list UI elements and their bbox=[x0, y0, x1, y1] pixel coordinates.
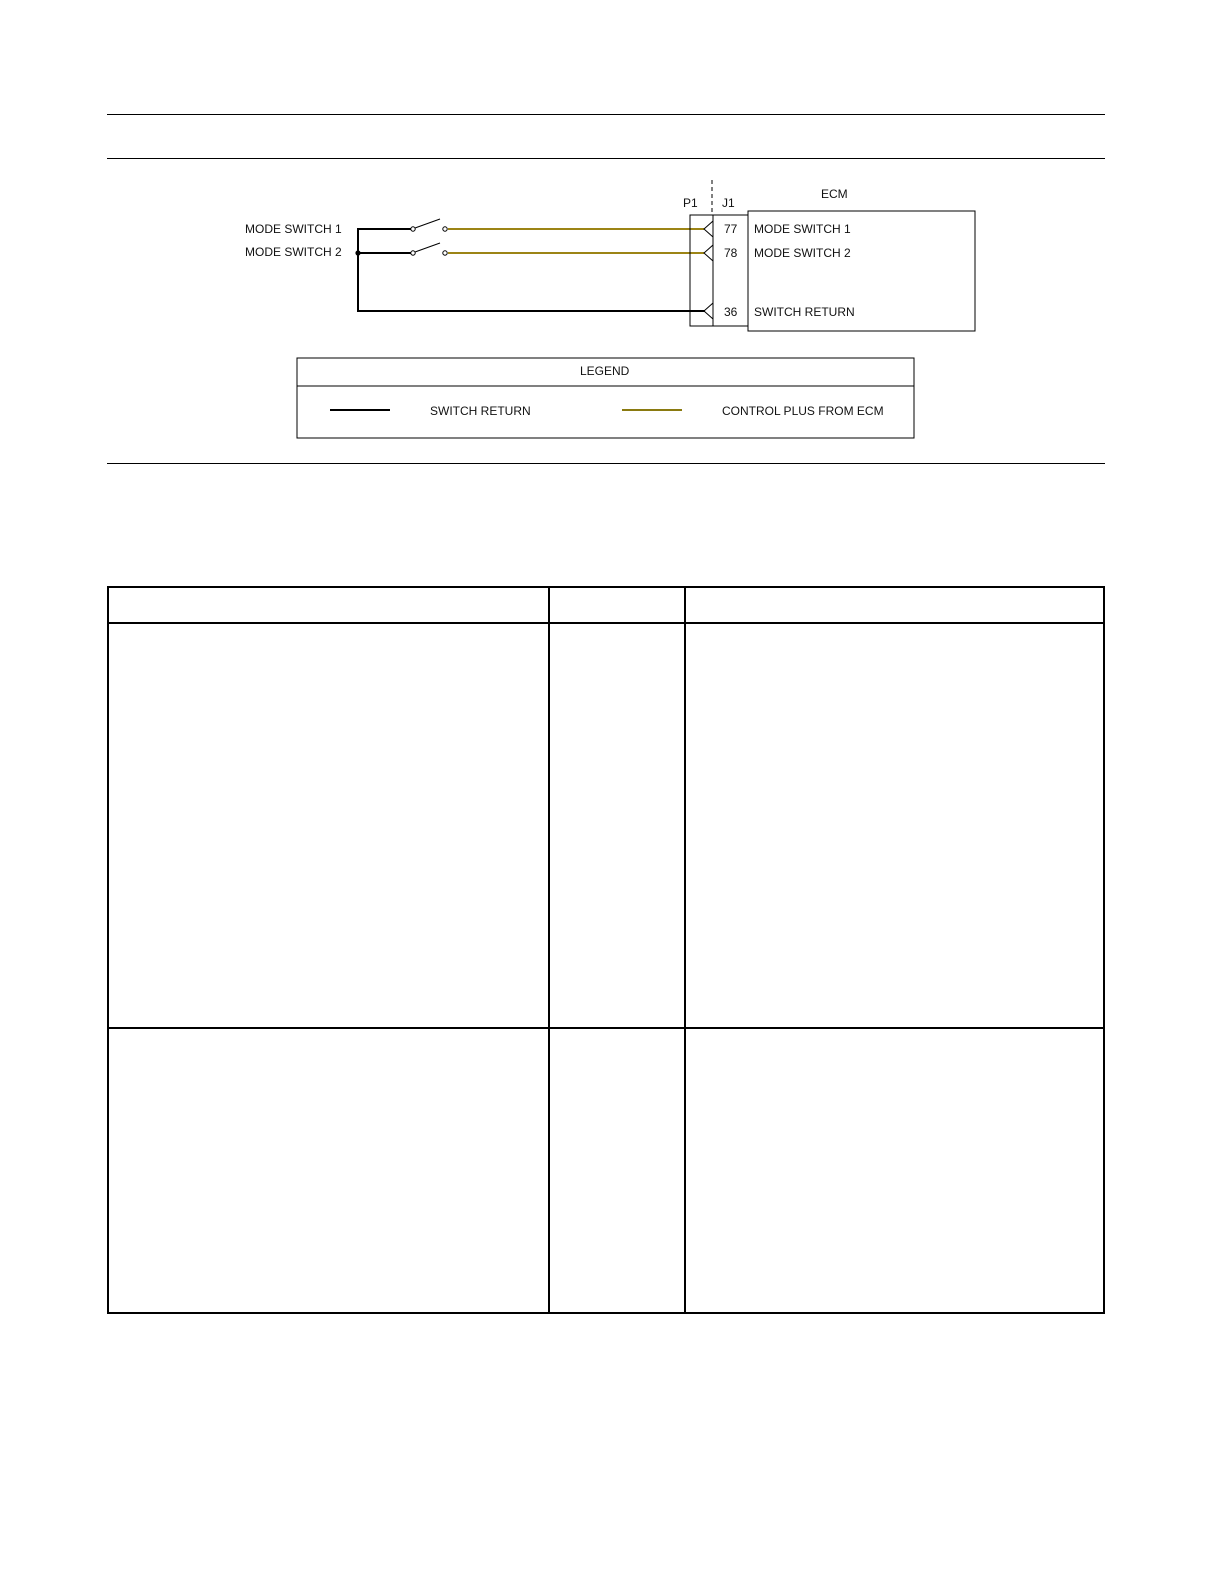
table-header-row bbox=[109, 588, 1103, 624]
table-row bbox=[109, 624, 1103, 1029]
wiring-diagram bbox=[0, 0, 1224, 470]
table-cell bbox=[109, 1029, 549, 1312]
pin-number-78: 78 bbox=[724, 246, 738, 260]
table-header-cell bbox=[549, 588, 685, 622]
table-cell bbox=[685, 1029, 1103, 1312]
table-cell bbox=[109, 624, 549, 1027]
legend-title: LEGEND bbox=[580, 364, 630, 378]
table-header-cell bbox=[109, 588, 549, 622]
ecm-pin-name-78: MODE SWITCH 2 bbox=[754, 246, 851, 260]
junction-dot bbox=[355, 250, 360, 255]
mode-switch-1-symbol bbox=[411, 219, 447, 231]
table-column-divider bbox=[684, 588, 686, 1312]
ecm-title: ECM bbox=[821, 187, 848, 201]
troubleshooting-table bbox=[107, 586, 1105, 1314]
ecm-pin-name-77: MODE SWITCH 1 bbox=[754, 222, 851, 236]
table-column-divider bbox=[548, 588, 550, 1312]
table-row bbox=[109, 1029, 1103, 1312]
table-header-cell bbox=[685, 588, 1103, 622]
legend-label-control-plus: CONTROL PLUS FROM ECM bbox=[722, 404, 884, 418]
mode-switch-2-symbol bbox=[411, 243, 447, 255]
connector-j1-label: J1 bbox=[722, 196, 735, 210]
table-cell bbox=[549, 1029, 685, 1312]
switch-label-2: MODE SWITCH 2 bbox=[245, 245, 342, 259]
connector-body bbox=[690, 215, 748, 326]
switch-label-1: MODE SWITCH 1 bbox=[245, 222, 342, 236]
pin-number-36: 36 bbox=[724, 305, 738, 319]
legend bbox=[297, 358, 914, 438]
legend-label-switch-return: SWITCH RETURN bbox=[430, 404, 531, 418]
table-cell bbox=[685, 624, 1103, 1027]
connector-pin-symbols bbox=[704, 221, 713, 319]
return-wire bbox=[358, 229, 705, 311]
connector-p1-label: P1 bbox=[683, 196, 698, 210]
table-cell bbox=[549, 624, 685, 1027]
ecm-pin-name-36: SWITCH RETURN bbox=[754, 305, 855, 319]
pin-number-77: 77 bbox=[724, 222, 738, 236]
